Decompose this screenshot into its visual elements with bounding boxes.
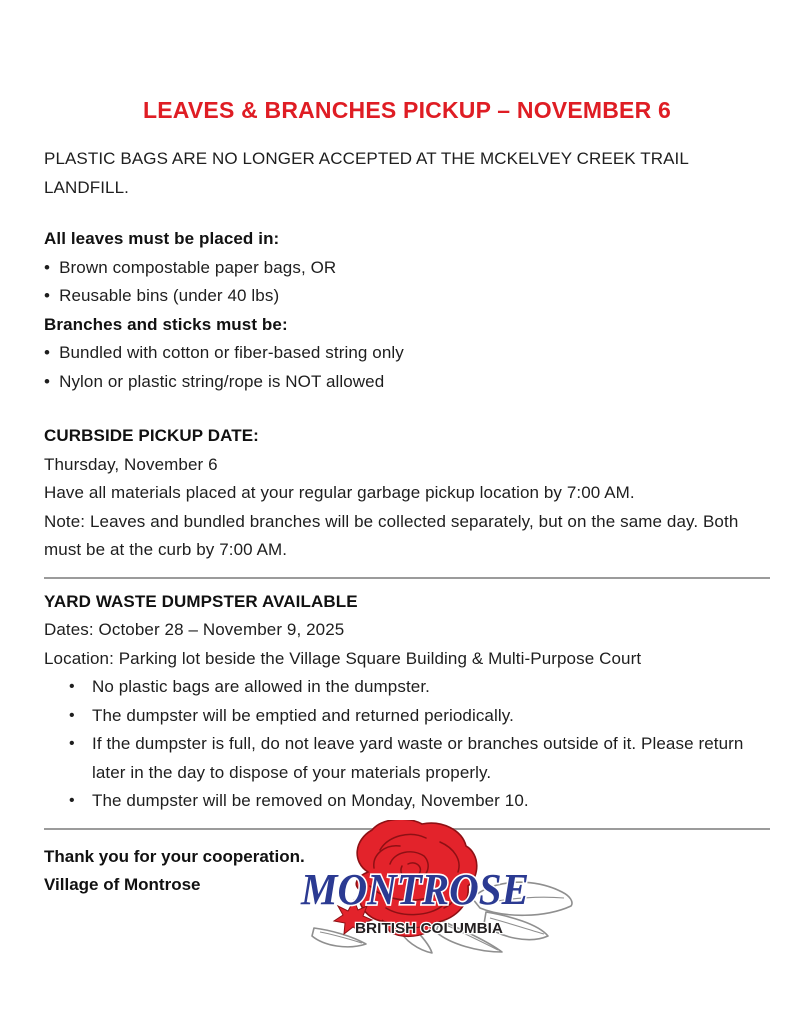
dumpster-section: [44, 588, 770, 816]
footer-thanks: Thank you for your cooperation.: [44, 846, 305, 866]
dumpster-dates-line: Dates: October 28 – November 9, 2025: [44, 620, 345, 639]
dumpster-heading: YARD WASTE DUMPSTER AVAILABLE: [44, 591, 358, 611]
montrose-logo: [290, 820, 580, 955]
leaves-heading: All leaves must be placed in:: [44, 229, 280, 248]
bullet-item: • No plastic bags are allowed in the dumpster.: [44, 673, 770, 702]
dumpster-bullet-list: [44, 673, 770, 816]
logo-wordmark: MONTROSE: [300, 865, 529, 914]
bullet-item: • Bundled with cotton or fiber-based string only: [44, 339, 770, 368]
bullet-item: • If the dumpster is full, do not leave yard waste or branches outside of it. Please return later in the day to dispose of your materials properly.: [44, 730, 770, 787]
curbside-instruction-line: Have all materials placed at your regular garbage pickup location by 7:00 AM.: [44, 483, 635, 502]
leaves-bullet-list: [44, 254, 770, 311]
section-divider: [44, 577, 770, 579]
branches-heading: Branches and sticks must be:: [44, 314, 288, 334]
curbside-date-line: Thursday, November 6: [44, 454, 218, 474]
footer-signature: Village of Montrose: [44, 875, 201, 894]
bullet-item: • Nylon or plastic string/rope is NOT allowed: [44, 368, 770, 397]
intro-paragraph: PLASTIC BAGS ARE NO LONGER ACCEPTED AT THE MCKELVEY CREEK TRAIL LANDFILL.: [44, 149, 689, 197]
page-title: LEAVES & BRANCHES PICKUP – NOVEMBER 6: [143, 97, 671, 123]
curbside-note-line: Note: Leaves and bundled branches will be collected separately, but on the same day. Both must be at the curb by 7:00 AM.: [44, 511, 739, 559]
bullet-item: • Reusable bins (under 40 lbs): [44, 282, 770, 311]
curbside-pickup-section: [44, 422, 770, 565]
branches-bullet-list: [44, 339, 770, 396]
placement-rules-section: [44, 225, 770, 396]
dumpster-location-line: Location: Parking lot beside the Village Square Building & Multi-Purpose Court: [44, 648, 642, 668]
bullet-item: • Brown compostable paper bags, OR: [44, 254, 770, 283]
logo-subtitle: BRITISH COLUMBIA: [355, 920, 504, 937]
bullet-item: • The dumpster will be emptied and returned periodically.: [44, 702, 770, 731]
curbside-heading: CURBSIDE PICKUP DATE:: [44, 426, 259, 445]
bullet-item: • The dumpster will be removed on Monday, November 10.: [44, 787, 770, 816]
